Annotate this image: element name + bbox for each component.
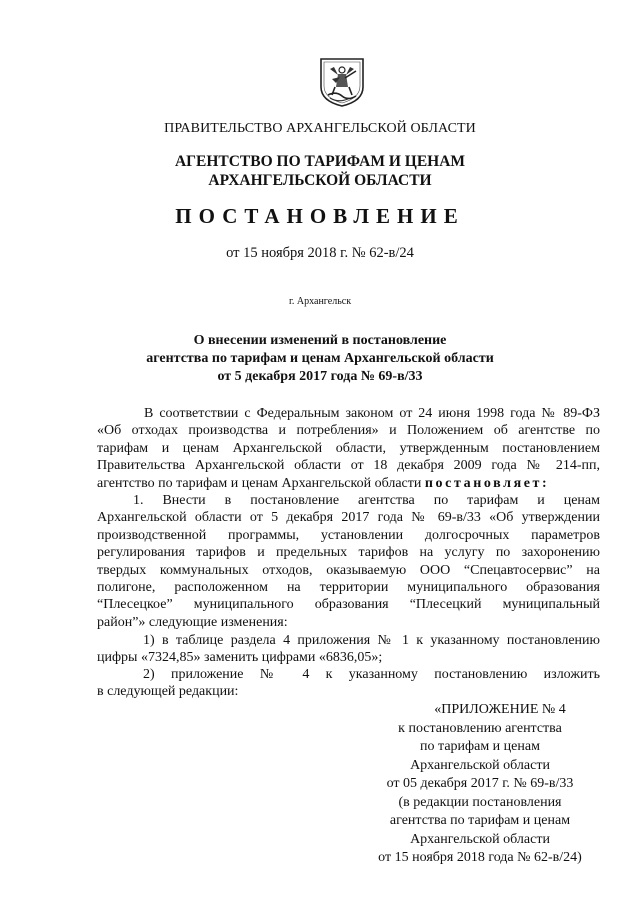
subject-line2: агентства по тарифам и ценам Архангельской области xyxy=(146,351,494,366)
item-1-line: полигоне, расположенном на территории муниципального образования xyxy=(97,580,600,596)
preamble-line-last xyxy=(97,475,600,492)
item-1-line: твердых коммунальных отходов, оказываемую ООО “Спецавтосервис” на xyxy=(97,562,600,578)
agency-title-line2: АРХАНГЕЛЬСКОЙ ОБЛАСТИ xyxy=(208,172,432,189)
preamble-line: тарифам и ценам Архангельской области, утвержденным постановлением xyxy=(97,440,600,456)
preamble-line: В соответствии с Федеральным законом от 24 июня 1998 года № 89-ФЗ xyxy=(144,406,600,421)
sub-item-1-paragraph xyxy=(97,632,600,667)
appendix-line: Архангельской области xyxy=(410,757,550,773)
decree-verb: постановляет: xyxy=(424,475,550,491)
document-type: ПОСТАНОВЛЕНИЕ xyxy=(175,204,465,228)
document-subject xyxy=(0,332,640,386)
agency-title xyxy=(0,152,640,190)
appendix-title: «ПРИЛОЖЕНИЕ № 4 xyxy=(434,702,566,717)
item-1-line: производственной программы, установлении долгосрочных параметров xyxy=(97,527,600,543)
subject-line1: О внесении изменений в постановление xyxy=(193,333,447,348)
item-1-line: “Плесецкое” муниципального образования “Плесецкий муниципальный xyxy=(97,597,600,613)
preamble-line: «Об отходах производства и потребления» и Положением об агентстве по xyxy=(97,423,600,439)
sub-item-2-paragraph xyxy=(97,666,600,701)
item-1-line: Архангельской области от 5 декабря 2017 года № 69-в/33 «Об утверждении xyxy=(97,510,600,526)
item-1-line-last: район”» следующие изменения: xyxy=(97,614,288,630)
preamble-text: агентство по тарифам и ценам Архангельской области xyxy=(97,475,422,491)
preamble-paragraph xyxy=(97,405,600,492)
appendix-line: от 05 декабря 2017 г. № 69-в/33 xyxy=(386,776,574,791)
document-date-number: от 15 ноября 2018 г. № 62-в/24 xyxy=(226,245,414,261)
government-title: ПРАВИТЕЛЬСТВО АРХАНГЕЛЬСКОЙ ОБЛАСТИ xyxy=(164,121,476,136)
item-1-line: регулирования тарифов и предельных тарифов на услугу по захоронению xyxy=(97,545,600,561)
appendix-line: Архангельской области xyxy=(410,831,550,847)
appendix-line: по тарифам и ценам xyxy=(420,739,540,754)
coat-of-arms-emblem xyxy=(318,57,366,107)
appendix-header xyxy=(360,701,600,868)
subject-line3: от 5 декабря 2017 года № 69-в/33 xyxy=(217,369,423,384)
appendix-line: к постановлению агентства xyxy=(398,720,562,736)
document-city: г. Архангельск xyxy=(288,296,352,307)
sub-item-1-line: 1) в таблице раздела 4 приложения № 1 к указанному постановлению xyxy=(143,633,600,648)
appendix-line: (в редакции постановления xyxy=(398,794,562,810)
sub-item-2-line: 2) приложение № 4 к указанному постановлению изложить xyxy=(143,667,600,682)
appendix-line: от 15 ноября 2018 года № 62-в/24) xyxy=(378,850,582,865)
sub-item-2-line-last: в следующей редакции: xyxy=(97,684,239,700)
preamble-line: Правительства Архангельской области от 18 декабря 2009 года № 214-пп, xyxy=(97,458,600,474)
agency-title-line1: АГЕНТСТВО ПО ТАРИФАМ И ЦЕНАМ xyxy=(174,153,466,170)
sub-item-1-line-last: цифры «7324,85» заменить цифрами «6836,05»; xyxy=(97,650,383,666)
item-1-line: 1. Внести в постановление агентства по тарифам и ценам xyxy=(133,493,600,508)
item-1-paragraph xyxy=(97,492,600,631)
appendix-line: агентства по тарифам и ценам xyxy=(389,813,571,828)
